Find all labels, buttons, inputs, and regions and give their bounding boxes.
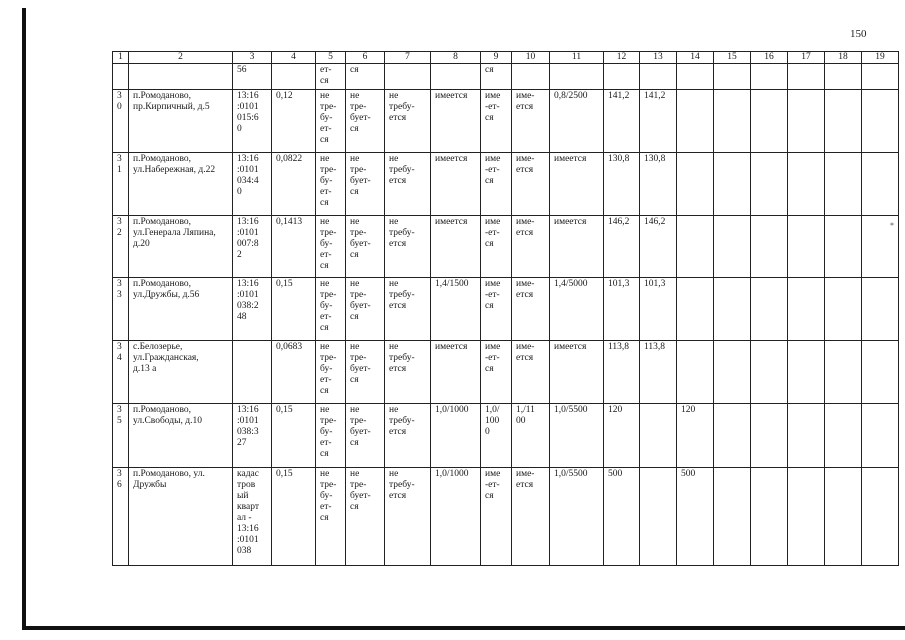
table-cell: 3 2 — [113, 216, 129, 278]
table-cell: 146,2 — [604, 216, 640, 278]
table-cell — [431, 64, 481, 90]
table-cell — [677, 341, 714, 404]
table-cell — [751, 153, 788, 216]
table-cell: 1,0/1000 — [431, 468, 481, 566]
table-cell: не тре- бу- ет- ся — [316, 278, 346, 341]
table-cell: не требу- ется — [385, 341, 431, 404]
table-cell: 3 3 — [113, 278, 129, 341]
table-cell — [512, 64, 550, 90]
table-cell: не требу- ется — [385, 153, 431, 216]
table-cell: 13:16 :0101 038:2 48 — [233, 278, 272, 341]
table-cell: 101,3 — [640, 278, 677, 341]
table-cell: не тре- бу- ет- ся — [316, 216, 346, 278]
table-cell: п.Ромоданово, ул. Дружбы — [129, 468, 233, 566]
table-cell: 1,/11 00 — [512, 404, 550, 468]
table-cell — [714, 216, 751, 278]
table-cell: 3 1 — [113, 153, 129, 216]
column-number-header: 5 — [316, 52, 346, 64]
table-cell — [825, 216, 862, 278]
table-cell: 3 5 — [113, 404, 129, 468]
table-cell — [640, 64, 677, 90]
table-cell — [825, 278, 862, 341]
column-number-header: 10 — [512, 52, 550, 64]
table-row — [113, 341, 899, 404]
table-cell: имеется — [431, 90, 481, 153]
table-cell: 56 — [233, 64, 272, 90]
table-cell: не тре- бует- ся — [346, 404, 385, 468]
table-cell — [788, 64, 825, 90]
table-cell: не тре- бует- ся — [346, 278, 385, 341]
table-cell — [272, 64, 316, 90]
table-cell: 3 4 — [113, 341, 129, 404]
table-cell: 0,15 — [272, 278, 316, 341]
table-cell — [788, 216, 825, 278]
table-cell: 13:16 :0101 038:3 27 — [233, 404, 272, 468]
table-cell: 1,0/ 100 0 — [481, 404, 512, 468]
table-cell: имеется — [431, 216, 481, 278]
page-edge-left — [22, 8, 26, 630]
table-cell — [788, 278, 825, 341]
table-cell — [751, 216, 788, 278]
table-cell: име -ет- ся — [481, 468, 512, 566]
table-cell — [751, 341, 788, 404]
table-cell — [862, 90, 899, 153]
table-cell — [233, 341, 272, 404]
table-cell: име- ется — [512, 90, 550, 153]
table-cell: 130,8 — [604, 153, 640, 216]
column-number-header: 1 — [113, 52, 129, 64]
table-cell — [825, 153, 862, 216]
table-cell: 3 0 — [113, 90, 129, 153]
table-cell: ся — [481, 64, 512, 90]
table-cell: 3 6 — [113, 468, 129, 566]
table-cell — [714, 468, 751, 566]
table-cell — [677, 153, 714, 216]
table-cell: 130,8 — [640, 153, 677, 216]
table-cell — [751, 278, 788, 341]
table-cell: 113,8 — [604, 341, 640, 404]
table-cell — [788, 153, 825, 216]
table-cell — [862, 64, 899, 90]
column-number-header: 8 — [431, 52, 481, 64]
table-cell — [751, 404, 788, 468]
registry-table — [112, 51, 899, 566]
table-row — [113, 278, 899, 341]
column-number-header: 15 — [714, 52, 751, 64]
table-cell — [129, 64, 233, 90]
table-cell: ет- ся — [316, 64, 346, 90]
table-cell: 113,8 — [640, 341, 677, 404]
table-cell — [825, 404, 862, 468]
table-cell: имеется — [550, 153, 604, 216]
table-cell — [677, 278, 714, 341]
table-cell — [788, 468, 825, 566]
table-cell — [714, 278, 751, 341]
table-cell: 120 — [677, 404, 714, 468]
table-cell — [640, 468, 677, 566]
table-cell: име- ется — [512, 153, 550, 216]
table-cell — [862, 278, 899, 341]
table-cell: не тре- бует- ся — [346, 216, 385, 278]
table-cell — [714, 64, 751, 90]
table-cell — [604, 64, 640, 90]
table-cell: не требу- ется — [385, 278, 431, 341]
column-number-header: 9 — [481, 52, 512, 64]
table-cell: 1,4/1500 — [431, 278, 481, 341]
table-cell: име -ет- ся — [481, 341, 512, 404]
table-cell: не требу- ется — [385, 216, 431, 278]
table-cell: не тре- бу- ет- ся — [316, 341, 346, 404]
column-number-header: 2 — [129, 52, 233, 64]
table-cell — [825, 64, 862, 90]
table-cell — [113, 64, 129, 90]
table-cell — [825, 341, 862, 404]
table-cell: ся — [346, 64, 385, 90]
table-cell: не тре- бу- ет- ся — [316, 468, 346, 566]
table-cell: п.Ромоданово, пр.Кирпичный, д.5 — [129, 90, 233, 153]
table-cell — [788, 90, 825, 153]
table-cell: не требу- ется — [385, 404, 431, 468]
table-cell — [677, 90, 714, 153]
table-cell — [862, 216, 899, 278]
table-cell — [751, 64, 788, 90]
column-number-header: 7 — [385, 52, 431, 64]
table-cell: не тре- бу- ет- ся — [316, 153, 346, 216]
table-cell — [751, 90, 788, 153]
column-number-header: 12 — [604, 52, 640, 64]
table-cell — [862, 468, 899, 566]
table-cell: 0,12 — [272, 90, 316, 153]
table-cell: имеется — [431, 341, 481, 404]
table-cell: 1,0/1000 — [431, 404, 481, 468]
column-number-header: 6 — [346, 52, 385, 64]
scan-mark: * — [890, 221, 894, 230]
table-cell: 1,0/5500 — [550, 404, 604, 468]
table-row — [113, 216, 899, 278]
column-number-header: 18 — [825, 52, 862, 64]
column-number-header: 13 — [640, 52, 677, 64]
table-cell — [677, 64, 714, 90]
page-number: 150 — [850, 28, 867, 40]
table-cell — [788, 341, 825, 404]
table-cell — [825, 468, 862, 566]
table-cell: не требу- ется — [385, 468, 431, 566]
table-cell: п.Ромоданово, ул.Свободы, д.10 — [129, 404, 233, 468]
table-cell: кадас тров ый кварт ал - 13:16 :0101 038 — [233, 468, 272, 566]
table-cell: име -ет- ся — [481, 153, 512, 216]
table-cell — [714, 153, 751, 216]
table-cell: 0,0822 — [272, 153, 316, 216]
column-number-header: 19 — [862, 52, 899, 64]
table-cell — [385, 64, 431, 90]
table-cell: 0,0683 — [272, 341, 316, 404]
table-cell: имеется — [550, 216, 604, 278]
table-cell: не тре- бу- ет- ся — [316, 90, 346, 153]
page-edge-bottom — [22, 626, 905, 630]
table-cell: п.Ромоданово, ул.Генерала Ляпина, д.20 — [129, 216, 233, 278]
table-cell: 120 — [604, 404, 640, 468]
column-number-header: 4 — [272, 52, 316, 64]
column-number-header: 11 — [550, 52, 604, 64]
table-cell: име- ется — [512, 341, 550, 404]
table-cell — [751, 468, 788, 566]
table-cell: 13:16 :0101 015:6 0 — [233, 90, 272, 153]
table-cell: име -ет- ся — [481, 216, 512, 278]
table-cell: 0,15 — [272, 404, 316, 468]
table-cell — [640, 404, 677, 468]
table-cell: 141,2 — [640, 90, 677, 153]
table-cell: име- ется — [512, 278, 550, 341]
table-row — [113, 468, 899, 566]
table-cell: 500 — [677, 468, 714, 566]
table-header-row — [113, 52, 899, 64]
table-cell: 0,8/2500 — [550, 90, 604, 153]
table-cell: не тре- бует- ся — [346, 153, 385, 216]
table-cell — [788, 404, 825, 468]
table-cell — [677, 216, 714, 278]
column-number-header: 16 — [751, 52, 788, 64]
table-cell: не требу- ется — [385, 90, 431, 153]
table-cell — [714, 404, 751, 468]
table-cell: не тре- бу- ет- ся — [316, 404, 346, 468]
table-cell — [862, 341, 899, 404]
table-row — [113, 64, 899, 90]
table-cell: 146,2 — [640, 216, 677, 278]
table-cell — [825, 90, 862, 153]
table-cell: 1,4/5000 — [550, 278, 604, 341]
table-cell — [550, 64, 604, 90]
table-cell: име- ется — [512, 468, 550, 566]
table-cell — [714, 90, 751, 153]
table-row — [113, 404, 899, 468]
column-number-header: 3 — [233, 52, 272, 64]
table-cell: 0,1413 — [272, 216, 316, 278]
table-cell: 0,15 — [272, 468, 316, 566]
column-number-header: 14 — [677, 52, 714, 64]
table-cell: име- ется — [512, 216, 550, 278]
table-cell: с.Белозерье, ул.Гражданская, д.13 а — [129, 341, 233, 404]
table-cell: име -ет- ся — [481, 278, 512, 341]
table-cell: 101,3 — [604, 278, 640, 341]
table-cell — [714, 341, 751, 404]
table-cell: не тре- бует- ся — [346, 341, 385, 404]
table-cell: имеется — [550, 341, 604, 404]
table-cell: 13:16 :0101 007:8 2 — [233, 216, 272, 278]
table-cell: 500 — [604, 468, 640, 566]
table-cell: не тре- бует- ся — [346, 90, 385, 153]
table-cell — [862, 404, 899, 468]
table-row — [113, 153, 899, 216]
table-cell: 13:16 :0101 034:4 0 — [233, 153, 272, 216]
table-cell: 141,2 — [604, 90, 640, 153]
table-cell: име -ет- ся — [481, 90, 512, 153]
table-cell: имеется — [431, 153, 481, 216]
column-number-header: 17 — [788, 52, 825, 64]
table-row — [113, 90, 899, 153]
table-cell: п.Ромоданово, ул.Дружбы, д.56 — [129, 278, 233, 341]
table-cell — [862, 153, 899, 216]
table-cell: не тре- бует- ся — [346, 468, 385, 566]
table-cell: 1,0/5500 — [550, 468, 604, 566]
table-cell: п.Ромоданово, ул.Набережная, д.22 — [129, 153, 233, 216]
